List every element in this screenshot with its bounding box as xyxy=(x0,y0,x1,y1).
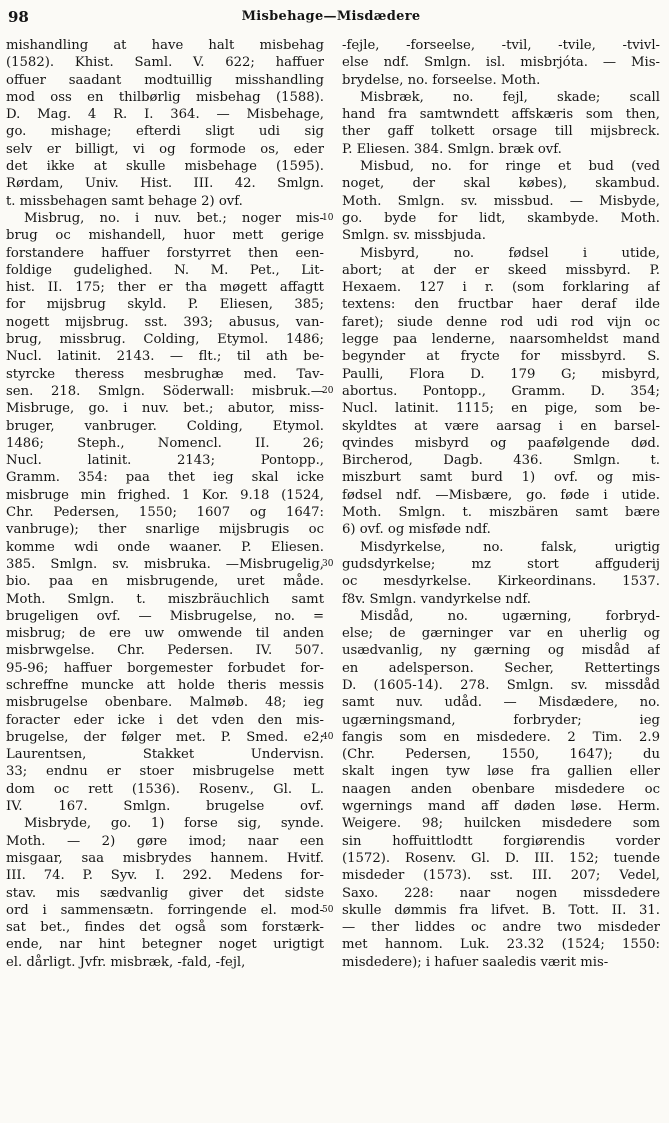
text-line: Nucl. latinit. 1115; en pige, som be- xyxy=(342,401,660,417)
text-line: skyldtes at være aarsag i en barsel- xyxy=(342,418,660,434)
text-line: det ikke at skulle misbehage (1595). xyxy=(6,159,324,175)
text-line: 33; endnu er stoer misbrugelse mett xyxy=(6,764,324,780)
text-line: Weigere. 98; huilcken misdedere som xyxy=(342,816,660,832)
text-line: (1582). Khist. Saml. V. 622; haffuer xyxy=(6,55,324,71)
text-line: selv er billigt, vi og formode os, eder xyxy=(6,141,324,157)
text-line: else; de gærninger var en uherlig og xyxy=(342,626,660,642)
text-line: nogett mijsbrug. sst. 393; abusus, van- xyxy=(6,314,324,330)
text-line: Laurentsen, Stakket Undervisn. xyxy=(6,747,324,763)
text-line: naagen anden obenbare misdedere oc xyxy=(342,781,660,797)
text-line: el. dårligt. Jvfr. misbræk, -fald, -fejl, xyxy=(6,954,246,970)
text-line: Saxo. 228: naar nogen missdedere xyxy=(342,885,660,901)
text-line: Moth. Smlgn. t. miszbräuchlich samt xyxy=(6,591,324,607)
text-line: met hannom. Luk. 23.32 (1524; 1550: xyxy=(342,937,660,953)
text-line: D. Mag. 4 R. I. 364. — Misbehage, xyxy=(6,107,324,123)
text-line: forstandere haffuer forstyrret then een- xyxy=(6,245,324,261)
text-line: 95-96; haffuer borgemester forbudet for- xyxy=(6,660,324,676)
text-line: 385. Smlgn. sv. misbruka. —Misbrugelig, xyxy=(6,556,324,572)
text-line: fødsel ndf. —Misbære, go. føde i utide. xyxy=(342,487,660,503)
text-line: abortus. Pontopp., Gramm. D. 354; xyxy=(342,383,660,399)
line-number: 20 xyxy=(322,386,334,396)
text-line: III. 74. P. Syv. I. 292. Medens for- xyxy=(6,868,324,884)
text-line: f8v. Smlgn. vandyrkelse ndf. xyxy=(342,591,531,607)
text-line: Nucl. latinit. 2143; Pontopp., xyxy=(6,453,324,469)
text-line: sin hoffuittlodtt forgiørendis vorder xyxy=(342,833,660,849)
text-line: Misbruge, go. i nuv. bet.; abutor, miss- xyxy=(6,401,324,417)
line-number: 10 xyxy=(322,213,334,223)
text-line: misbrug; de ere uw omwende til anden xyxy=(6,626,324,642)
text-line: IV. 167. Smlgn. brugelse ovf. xyxy=(6,799,324,815)
text-line: misdeder (1573). sst. III. 207; Vedel, xyxy=(342,868,660,884)
text-line: legge paa lenderne, naarsomheldst mand xyxy=(342,332,660,348)
text-line: brydelse, no. forseelse. Moth. xyxy=(342,72,541,88)
text-line: Smlgn. sv. missbjuda. xyxy=(342,228,486,244)
text-line: brugeligen ovf. — Misbrugelse, no. = xyxy=(6,608,324,624)
text-line: Misbyrd, no. fødsel i utide, xyxy=(360,245,660,261)
text-line: else ndf. Smlgn. isl. misbrjóta. — Mis- xyxy=(342,55,660,71)
text-line: skalt ingen tyw løse fra gallien eller xyxy=(342,764,660,780)
text-line: Misbryde, go. 1) forse sig, synde. xyxy=(24,816,324,832)
text-line: go. byde for lidt, skambyde. Moth. xyxy=(342,210,660,226)
text-line: samt nuv. udåd. — Misdædere, no. xyxy=(342,695,660,711)
text-line: P. Eliesen. 384. Smlgn. bræk ovf. xyxy=(342,141,562,157)
text-line: (Chr. Pedersen, 1550, 1647); du xyxy=(342,747,660,763)
text-line: Bircherod, Dagb. 436. Smlgn. t. xyxy=(342,453,660,469)
text-line: hist. II. 175; ther er tha møgett affagtt xyxy=(6,280,324,296)
text-line: skulle dømmis fra lifvet. B. Tott. II. 31. xyxy=(342,902,660,918)
text-line: — ther liddes oc andre two misdeder xyxy=(342,920,660,936)
text-line: mod oss en thilbørlig misbehag (1588). xyxy=(6,89,324,105)
text-line: misbrwgelse. Chr. Pedersen. IV. 507. xyxy=(6,643,324,659)
text-line: schreffne muncke att holde theris messis xyxy=(6,677,324,693)
text-line: t. missbehagen samt behage 2) ovf. xyxy=(6,193,243,209)
text-line: foracter eder icke i det vden den mis- xyxy=(6,712,324,728)
text-line: begynder at frycte for missbyrd. S. xyxy=(342,349,660,365)
text-line: dom oc rett (1536). Rosenv., Gl. L. xyxy=(6,781,324,797)
text-line: qvindes misbyrd og paafølgende død. xyxy=(342,435,660,451)
text-line: D. (1605-14). 278. Smlgn. sv. missdåd xyxy=(342,677,660,693)
text-line: 1486; Steph., Nomencl. II. 26; xyxy=(6,435,324,451)
text-line: sat bet., findes det også som forstærk- xyxy=(6,920,324,936)
text-line: Misdåd, no. ugærning, forbryd- xyxy=(360,608,660,624)
text-line: Misdyrkelse, no. falsk, urigtig xyxy=(360,539,660,555)
text-line: misgaar, saa misbrydes hannem. Hvitf. xyxy=(6,850,324,866)
text-line: komme wdi onde waaner. P. Eliesen. xyxy=(6,539,324,555)
text-line: foldige gudelighed. N. M. Pet., Lit- xyxy=(6,262,324,278)
text-line: Misbræk, no. fejl, skade; scall xyxy=(360,89,660,105)
text-line: ugærningsmand, forbryder; ieg xyxy=(342,712,660,728)
text-line: bio. paa en misbrugende, uret måde. xyxy=(6,574,324,590)
text-line: miszburt samt burd 1) ovf. og mis- xyxy=(342,470,660,486)
text-line: styrcke theress mesbrughæ med. Tav- xyxy=(6,366,324,382)
text-line: Moth. Smlgn. sv. missbud. — Misbyde, xyxy=(342,193,660,209)
line-number: 50 xyxy=(322,905,334,915)
text-line: ther gaff tolkett orsage till mijsbreck. xyxy=(342,124,660,140)
text-line: ord i sammensætn. forringende el. mod- xyxy=(6,902,324,918)
text-line: mishandling at have halt misbehag xyxy=(6,38,324,53)
text-line: hand fra samtwndett affskæris som then, xyxy=(342,107,660,123)
text-line: bruger, vanbruger. Colding, Etymol. xyxy=(6,418,324,434)
text-line: oc mesdyrkelse. Kirkeordinans. 1537. xyxy=(342,574,660,590)
text-line: faret); siude denne rod udi rod vijn oc xyxy=(342,314,660,330)
text-line: Gramm. 354: paa thet ieg skal icke xyxy=(6,470,324,486)
text-line: gudsdyrkelse; mz stort affguderij xyxy=(342,556,660,572)
text-line: brug oc mishandell, huor mett gerige xyxy=(6,228,324,244)
text-line: fangis som en misdedere. 2 Tim. 2.9 xyxy=(342,729,660,745)
text-line: sen. 218. Smlgn. Söderwall: misbruk.— xyxy=(6,383,324,399)
text-line: usædvanlig, ny gærning og misdåd af xyxy=(342,643,660,659)
text-line: (1572). Rosenv. Gl. D. III. 152; tuende xyxy=(342,850,660,866)
text-line: Moth. Smlgn. t. miszbären samt bære xyxy=(342,505,660,521)
text-line: offuer saadant modtuillig misshandling xyxy=(6,72,324,88)
text-line: go. mishage; efterdi sligt udi sig xyxy=(6,124,324,140)
text-line: textens: den fructbar haer deraf ilde xyxy=(342,297,660,313)
text-line: brug, missbrug. Colding, Etymol. 1486; xyxy=(6,332,324,348)
text-line: Paulli, Flora D. 179 G; misbyrd, xyxy=(342,366,660,382)
text-line: -fejle, -forseelse, -tvil, -tvile, -tvivl- xyxy=(342,38,660,53)
running-title: Misbehage—Misdædere xyxy=(241,9,421,24)
text-line: misbrugelse obenbare. Malmøb. 48; ieg xyxy=(6,695,324,711)
text-line: for mijsbrug skyld. P. Eliesen, 385; xyxy=(6,297,324,313)
text-line: Nucl. latinit. 2143. — flt.; til ath be- xyxy=(6,349,324,365)
text-line: stav. mis sædvanlig giver det sidste xyxy=(6,885,324,901)
text-line: wgernings mand aff døden løse. Herm. xyxy=(342,799,660,815)
page-header xyxy=(6,6,656,28)
line-number: 30 xyxy=(322,559,334,569)
text-line: noget, der skal købes), skambud. xyxy=(342,176,660,192)
text-line: en adelsperson. Secher, Rettertings xyxy=(342,660,660,676)
line-number: 40 xyxy=(322,732,334,742)
text-line: Misbud, no. for ringe et bud (ved xyxy=(360,159,660,175)
left-column xyxy=(6,37,324,971)
text-line: 6) ovf. og misføde ndf. xyxy=(342,522,491,538)
text-line: Moth. — 2) gøre imod; naar een xyxy=(6,833,324,849)
text-line: ende, nar hint betegner noget urigtigt xyxy=(6,937,324,953)
text-line: Rørdam, Univ. Hist. III. 42. Smlgn. xyxy=(6,176,324,192)
page-number: 98 xyxy=(8,8,29,26)
text-line: Hexaem. 127 i r. (som forklaring af xyxy=(342,280,660,296)
text-line: Chr. Pedersen, 1550; 1607 og 1647: xyxy=(6,505,324,521)
right-column xyxy=(342,37,660,971)
text-line: Misbrug, no. i nuv. bet.; noger mis- xyxy=(24,210,324,226)
text-line: vanbruge); ther snarlige mijsbrugis oc xyxy=(6,522,324,538)
text-line: misdedere); i hafuer saaledis værit mis- xyxy=(342,954,609,970)
text-line: brugelse, der følger met. P. Smed. e2; xyxy=(6,729,324,745)
text-line: misbruge min frighed. 1 Kor. 9.18 (1524, xyxy=(6,487,324,503)
text-line: abort; at der er skeed missbyrd. P. xyxy=(342,262,660,278)
